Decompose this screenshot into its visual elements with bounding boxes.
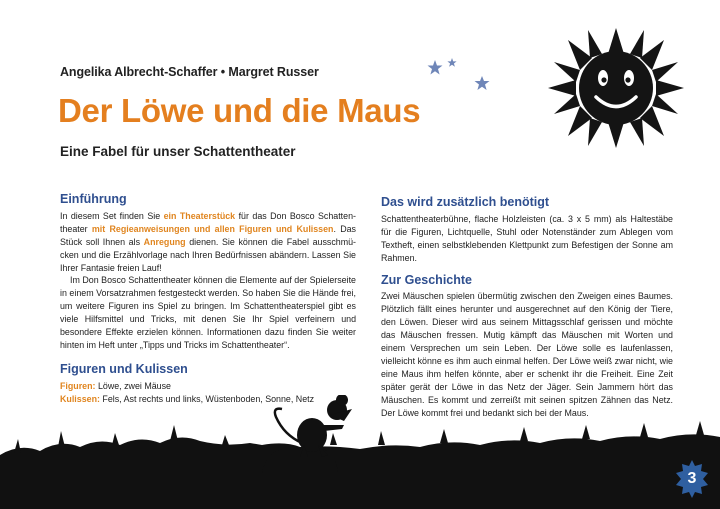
page-number: 3	[687, 470, 697, 487]
needed-heading: Das wird zusätzlich benötigt	[381, 195, 550, 209]
figures-heading: Figuren und Kulissen	[60, 361, 188, 376]
left-column	[60, 193, 356, 406]
intro-highlight-regieanweisungen: mit Regieanweisungen und allen Figuren und Kulissen	[91, 223, 334, 234]
figures-label: Figuren:	[60, 380, 96, 391]
intro-heading: Einführung	[60, 192, 127, 206]
scenery-value: Fels, Ast rechts und links, Wüstenboden, Sonne, Netz	[99, 393, 315, 404]
needed-text: Schattentheaterbühne, flache Holzleisten (ca. 3 x 5 mm) als Haltestäbe für die Figuren, Lichtquelle, Stuhl oder Notenständer zum Ablegen vom Textheft, einen selbstklebenden Klettpunkt zum Befestigen der Sonne am Rahmen.	[381, 213, 673, 263]
page-title: Der Löwe und die Maus	[58, 92, 421, 129]
sun-icon	[544, 26, 688, 150]
stars-icon	[426, 58, 496, 94]
intro-highlight-anregung: Anregung	[143, 236, 186, 247]
intro-text-c: . Das Stück soll Ihnen als	[60, 223, 356, 247]
authors: Angelika Albrecht-Schaffer • Margret Russer	[60, 65, 319, 79]
intro-paragraph-1	[60, 210, 356, 275]
story-heading: Zur Geschichte	[381, 272, 472, 287]
intro-text-b: für das Don Bosco Schattentheater	[60, 210, 356, 234]
scenery-label: Kulissen:	[60, 393, 100, 404]
figures-line	[60, 380, 356, 393]
story-text: Zwei Mäuschen spielen übermütig zwischen den Zweigen eines Baumes. Plötzlich fällt eines herunter und ausgerechnet auf den König der Tiere, den Löwen. Dieser wird aus seinem Mittagsschlaf gerissen und möchte das Mäuschen fressen. Mutig kämpft das Mäuschen mit Worten und einem Versprechen um sein Leben. Der Löwe solle es laufenlassen, vielleicht könne es ihm auch einmal helfen. Der Löwe weiß zwar nicht, wie eine Maus ihm helfen könnte, aber er schenkt ihr die Freiheit. Eine Zeit später gerät der Löwe in das Netz der Jäger. Sein Jammern hört das Mäuschen. Es kommt und zerreißt mit seinen spitzen Zähnen das Netz. Der Löwe kommt frei und bedankt sich bei der Maus.	[381, 291, 673, 418]
intro-text-d: dienen. Sie können die Fabel ausschmücken und die Erzählvorlage nach Ihren Bedürfnissen abändern. Lassen Sie Ihrer Fantasie freien Lauf!	[60, 236, 356, 273]
page-subtitle: Eine Fabel für unser Schattentheater	[60, 144, 296, 159]
landscape-silhouette	[0, 395, 720, 509]
intro-paragraph-2: Im Don Bosco Schattentheater können die Elemente auf der Spielerseite in einem Vorsatzrahmen festgesteckt werden. So haben Sie die Hände frei, um weitere Figuren ins Spiel zu bringen. Im Schattentheaterspiel gibt es viele Hilfsmittel und Tricks, mit denen Sie Ihr Spiel verfeinern und besondere Effekte erzielen können. Informationen dazu finden Sie weiter hinten im Heft unter „Tipps und Tricks im Schattentheater“.	[60, 275, 356, 350]
intro-text-a: In diesem Set finden Sie	[60, 210, 164, 221]
figures-value: Löwe, zwei Mäuse	[95, 380, 171, 391]
intro-highlight-theaterstueck: ein Theaterstück	[163, 210, 236, 221]
right-column	[381, 196, 673, 420]
